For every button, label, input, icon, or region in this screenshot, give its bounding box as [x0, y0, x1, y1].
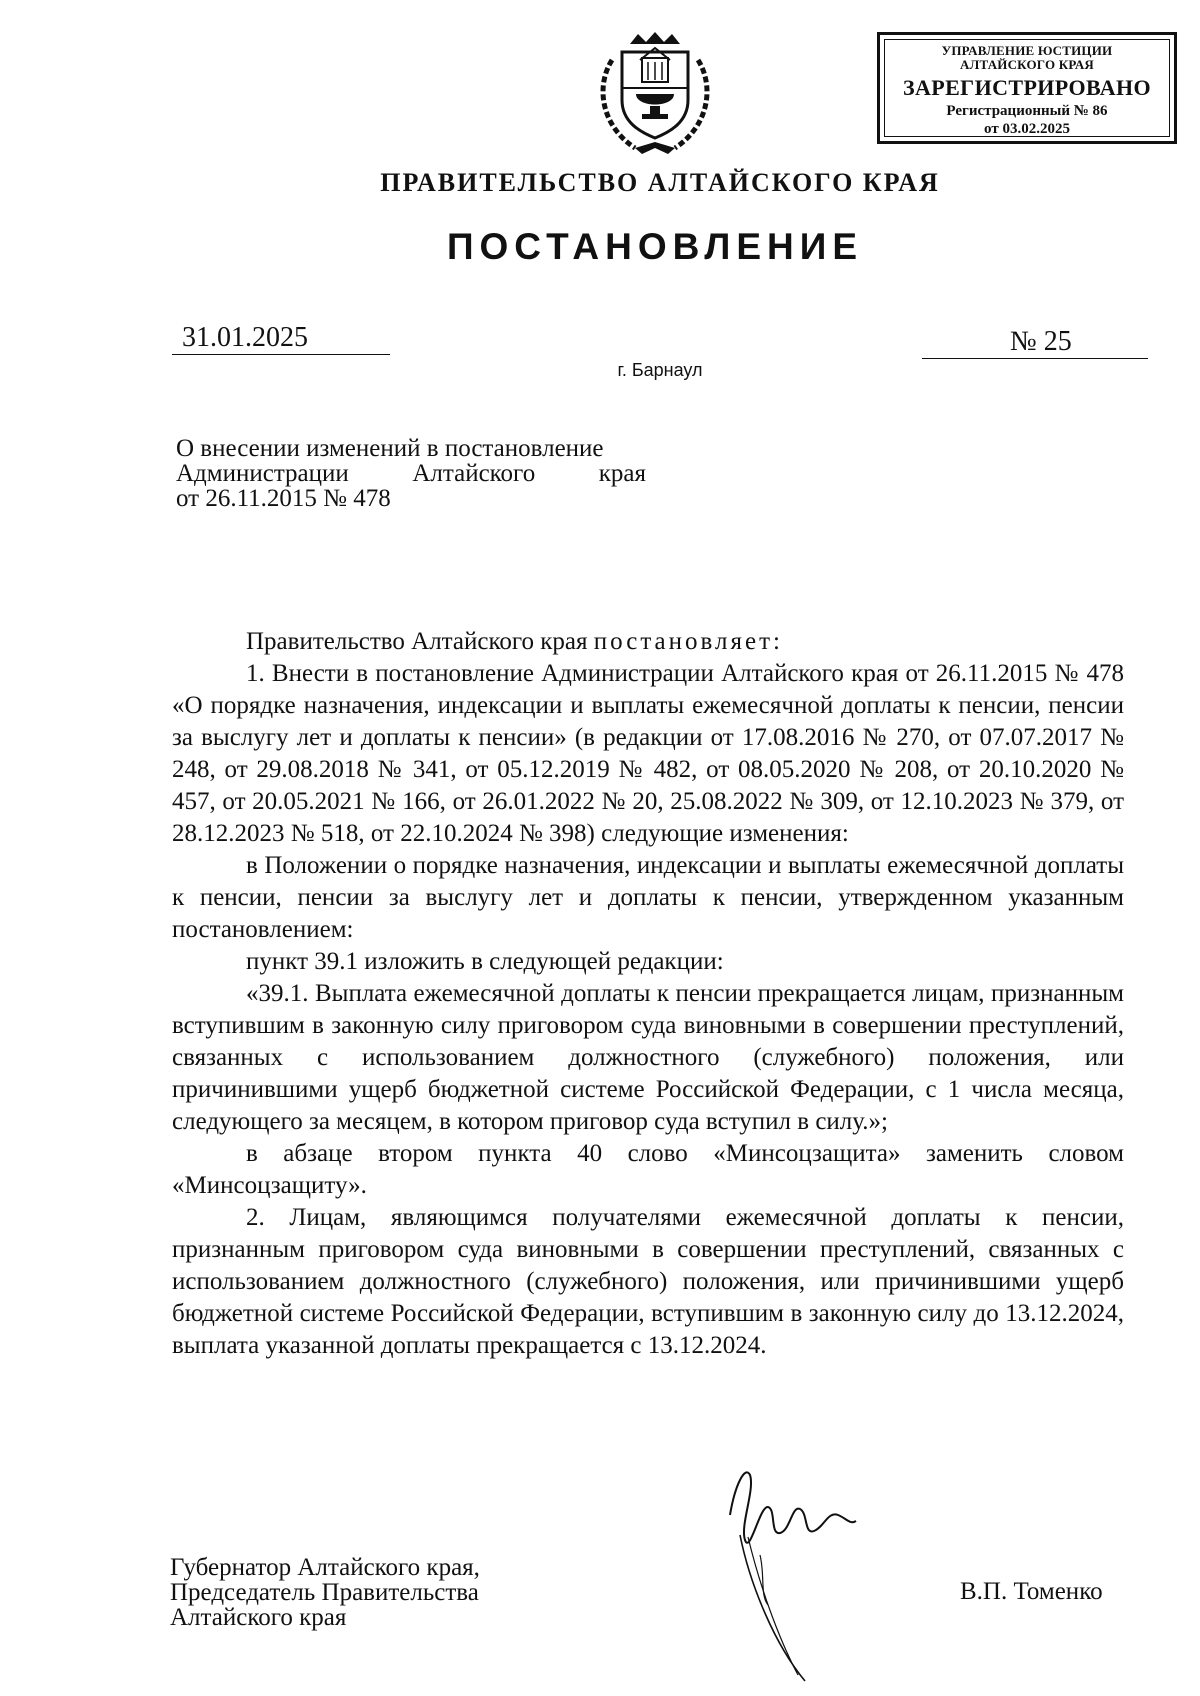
stamp-agency-line1: УПРАВЛЕНИЕ ЮСТИЦИИ	[941, 43, 1113, 58]
intro-subject: Правительство Алтайского края	[246, 628, 588, 655]
signatory-title-line1: Губернатор Алтайского края,	[170, 1554, 480, 1581]
document-subject	[176, 436, 646, 511]
paragraph-2: в Положении о порядке назначения, индексации и выплаты ежемесячной доплаты к пенсии, пенсии за выслугу лет и доплаты к пенсии, утвержденном указанным постановлением:	[172, 852, 1124, 943]
signatory-name: В.П. Томенко	[960, 1578, 1103, 1605]
paragraph-4: «39.1. Выплата ежемесячной доплаты к пенсии прекращается лицам, признанным вступившим в законную силу приговором суда виновными в совершении преступлений, связанных с использованием должностного (служебного) положения, или причинившими ущерб бюджетной системе Российской Федерации, с 1 числа месяца, следующего за месяцем, в котором приговор суда вступил в силу.»;	[172, 980, 1124, 1135]
body-intro	[172, 626, 1124, 658]
organization-title: ПРАВИТЕЛЬСТВО АЛТАЙСКОГО КРАЯ	[380, 168, 940, 197]
document-number: № 25	[922, 326, 1148, 359]
stamp-reg-number: Регистрационный № 86	[946, 103, 1108, 119]
stamp-agency-line2: АЛТАЙСКОГО КРАЯ	[960, 57, 1094, 72]
handwritten-signature	[720, 1445, 860, 1685]
signatory-title	[170, 1555, 480, 1630]
coat-of-arms-emblem	[590, 30, 720, 160]
document-date: 31.01.2025	[172, 322, 390, 355]
stamp-reg-date: от 03.02.2025	[984, 121, 1070, 137]
registration-stamp	[877, 32, 1177, 144]
signatory-title-line2: Председатель Правительства	[170, 1579, 479, 1606]
subject-line-1: О внесении изменений в постановление	[176, 435, 604, 462]
paragraph-6: 2. Лицам, являющимся получателями ежемесячной доплаты к пенсии, признанным приговором суда виновными в совершении преступлений, связанных с использованием должностного (служебного) положения, или причинившими ущерб бюджетной системе Российской Федерации, вступившим в законную силу до 13.12.2024, выплата указанной доплаты прекращается с 13.12.2024.	[172, 1204, 1124, 1359]
subject-line-2: Администрации Алтайского края	[176, 460, 646, 487]
document-type: ПОСТАНОВЛЕНИЕ	[446, 226, 864, 267]
stamp-inner-frame	[884, 39, 1170, 137]
document-city: г. Барнаул	[617, 360, 703, 380]
document-body	[172, 626, 1124, 1362]
intro-verb: постановляет:	[593, 628, 783, 655]
paragraph-1: 1. Внести в постановление Администрации Алтайского края от 26.11.2015 № 478 «О порядке назначения, индексации и выплаты ежемесячной доплаты к пенсии, пенсии за выслугу лет и доплаты к пенсии» (в редакции от 17.08.2016 № 270, от 07.07.2017 № 248, от 29.08.2018 № 341, от 05.12.2019 № 482, от 08.05.2020 № 208, от 20.10.2020 № 457, от 20.05.2021 № 166, от 26.01.2022 № 20, 25.08.2022 № 309, от 12.10.2023 № 379, от 28.12.2023 № 518, от 22.10.2024 № 398) следующие изменения:	[172, 660, 1124, 847]
subject-line-3: от 26.11.2015 № 478	[176, 485, 391, 512]
stamp-status: ЗАРЕГИСТРИРОВАНО	[902, 75, 1152, 100]
paragraph-5: в абзаце втором пункта 40 слово «Минсоцзащита» заменить словом «Минсоцзащиту».	[172, 1140, 1124, 1199]
paragraph-3: пункт 39.1 изложить в следующей редакции:	[246, 948, 724, 975]
signatory-title-line3: Алтайского края	[170, 1604, 347, 1631]
